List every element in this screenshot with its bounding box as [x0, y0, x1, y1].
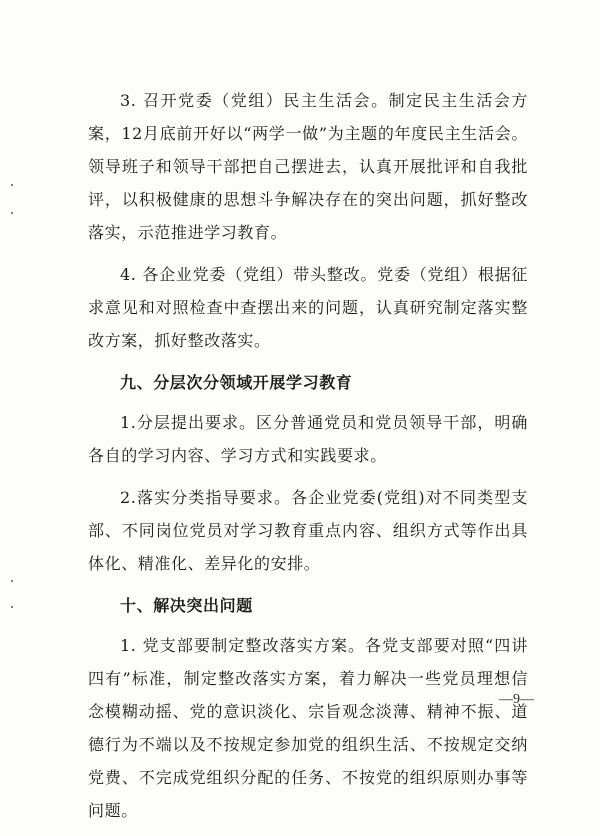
scan-dot	[11, 580, 13, 582]
paragraph-rectification: 4. 各企业党委（党组）带头整改。党委（党组）根据征求意见和对照检查中查摆出来的问题，认真研究制定落实整改方案，抓好整改落实。	[88, 265, 528, 350]
scan-dot	[11, 184, 13, 186]
paragraph-branch-rectification: 1. 党支部要制定整改落实方案。各党支部要对照“四讲四有”标准，制定整改落实方案，着力解决一些党员理想信念模糊动摇、党的意识淡化、宗旨观念淡薄、精神不振、道德行为不端以及不按规定参加党的组织生活、不按规定交纳党费、不完成党组织分配的任务、不按党的组织原则办事等问题。	[88, 636, 528, 820]
paragraph-layered-requirements: 1.分层提出要求。区分普通党员和党员领导干部，明确各自的学习内容、学习方式和实践要求。	[88, 413, 528, 465]
section-heading-ten: 十、解决突出问题	[120, 596, 253, 615]
scan-dot	[11, 606, 13, 608]
section-heading-nine: 九、分层次分领域开展学习教育	[120, 373, 353, 392]
scan-dot	[11, 212, 13, 214]
paragraph-democratic-meeting: 3. 召开党委（党组）民主生活会。制定民主生活会方案，12月底前开好以“两学一做”为主题的年度民主生活会。领导班子和领导干部把自己摆进去，认真开展批评和自我批评，以积极健康的思想斗争解决存在的突出问题，抓好整改落实，示范推进学习教育。	[88, 91, 528, 242]
paragraph-classified-guidance: 2.落实分类指导要求。各企业党委(党组)对不同类型支部、不同岗位党员对学习教育重点内容、组织方式等作出具体化、精准化、差异化的安排。	[88, 488, 528, 573]
page-number: —9—	[499, 692, 534, 707]
document-body	[88, 84, 528, 836]
